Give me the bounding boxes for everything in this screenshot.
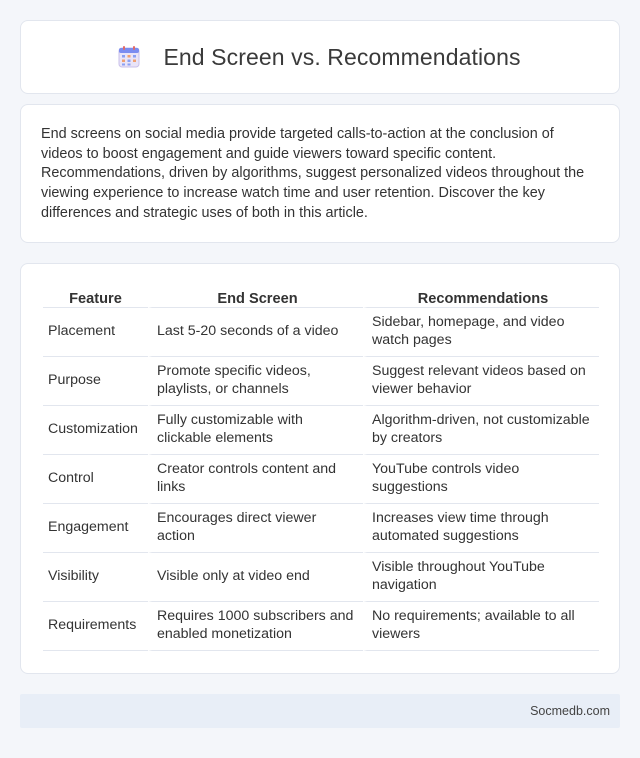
table-row [43, 357, 599, 406]
feature-cell: Visibility [43, 553, 148, 602]
table-row [43, 553, 599, 602]
recommendations-cell: Algorithm-driven, not customizable by creators [363, 406, 599, 455]
comparison-table-card [20, 263, 620, 674]
end-screen-cell: Encourages direct viewer action [148, 504, 363, 553]
end-screen-cell: Promote specific videos, playlists, or channels [148, 357, 363, 406]
recommendations-cell: Increases view time through automated suggestions [363, 504, 599, 553]
calendar-icon [117, 45, 141, 69]
header-end-screen: End Screen [148, 286, 363, 308]
end-screen-cell: Visible only at video end [148, 553, 363, 602]
title-wrap [117, 44, 520, 71]
header-feature: Feature [43, 286, 148, 308]
feature-cell: Control [43, 455, 148, 504]
recommendations-cell: No requirements; available to all viewers [363, 602, 599, 651]
end-screen-cell: Creator controls content and links [148, 455, 363, 504]
comparison-table [43, 286, 599, 651]
table-row [43, 455, 599, 504]
feature-cell: Placement [43, 308, 148, 357]
recommendations-cell: Sidebar, homepage, and video watch pages [363, 308, 599, 357]
recommendations-cell: YouTube controls video suggestions [363, 455, 599, 504]
table-row [43, 504, 599, 553]
intro-card [20, 104, 620, 243]
feature-cell: Purpose [43, 357, 148, 406]
header-recommendations: Recommendations [363, 286, 599, 308]
end-screen-cell: Requires 1000 subscribers and enabled monetization [148, 602, 363, 651]
end-screen-cell: Last 5-20 seconds of a video [148, 308, 363, 357]
footer [20, 694, 620, 728]
table-row [43, 308, 599, 357]
page-title: End Screen vs. Recommendations [163, 43, 521, 70]
table-row [43, 406, 599, 455]
feature-cell: Requirements [43, 602, 148, 651]
table-row [43, 602, 599, 651]
recommendations-cell: Visible throughout YouTube navigation [363, 553, 599, 602]
end-screen-cell: Fully customizable with clickable elements [148, 406, 363, 455]
title-card [20, 20, 620, 94]
feature-cell: Customization [43, 406, 148, 455]
recommendations-cell: Suggest relevant videos based on viewer behavior [363, 357, 599, 406]
feature-cell: Engagement [43, 504, 148, 553]
table-header-row [43, 286, 599, 308]
intro-paragraph: End screens on social media provide targeted calls-to-action at the conclusion of videos to boost engagement and guide viewers toward specific content. Recommendations, driven by algorithms, suggest personalized videos throughout the viewing experience to increase watch time and user retention. Discover the key differences and strategic uses of both in this article. [41, 126, 585, 221]
footer-site-name: Socmedb.com [530, 704, 610, 718]
